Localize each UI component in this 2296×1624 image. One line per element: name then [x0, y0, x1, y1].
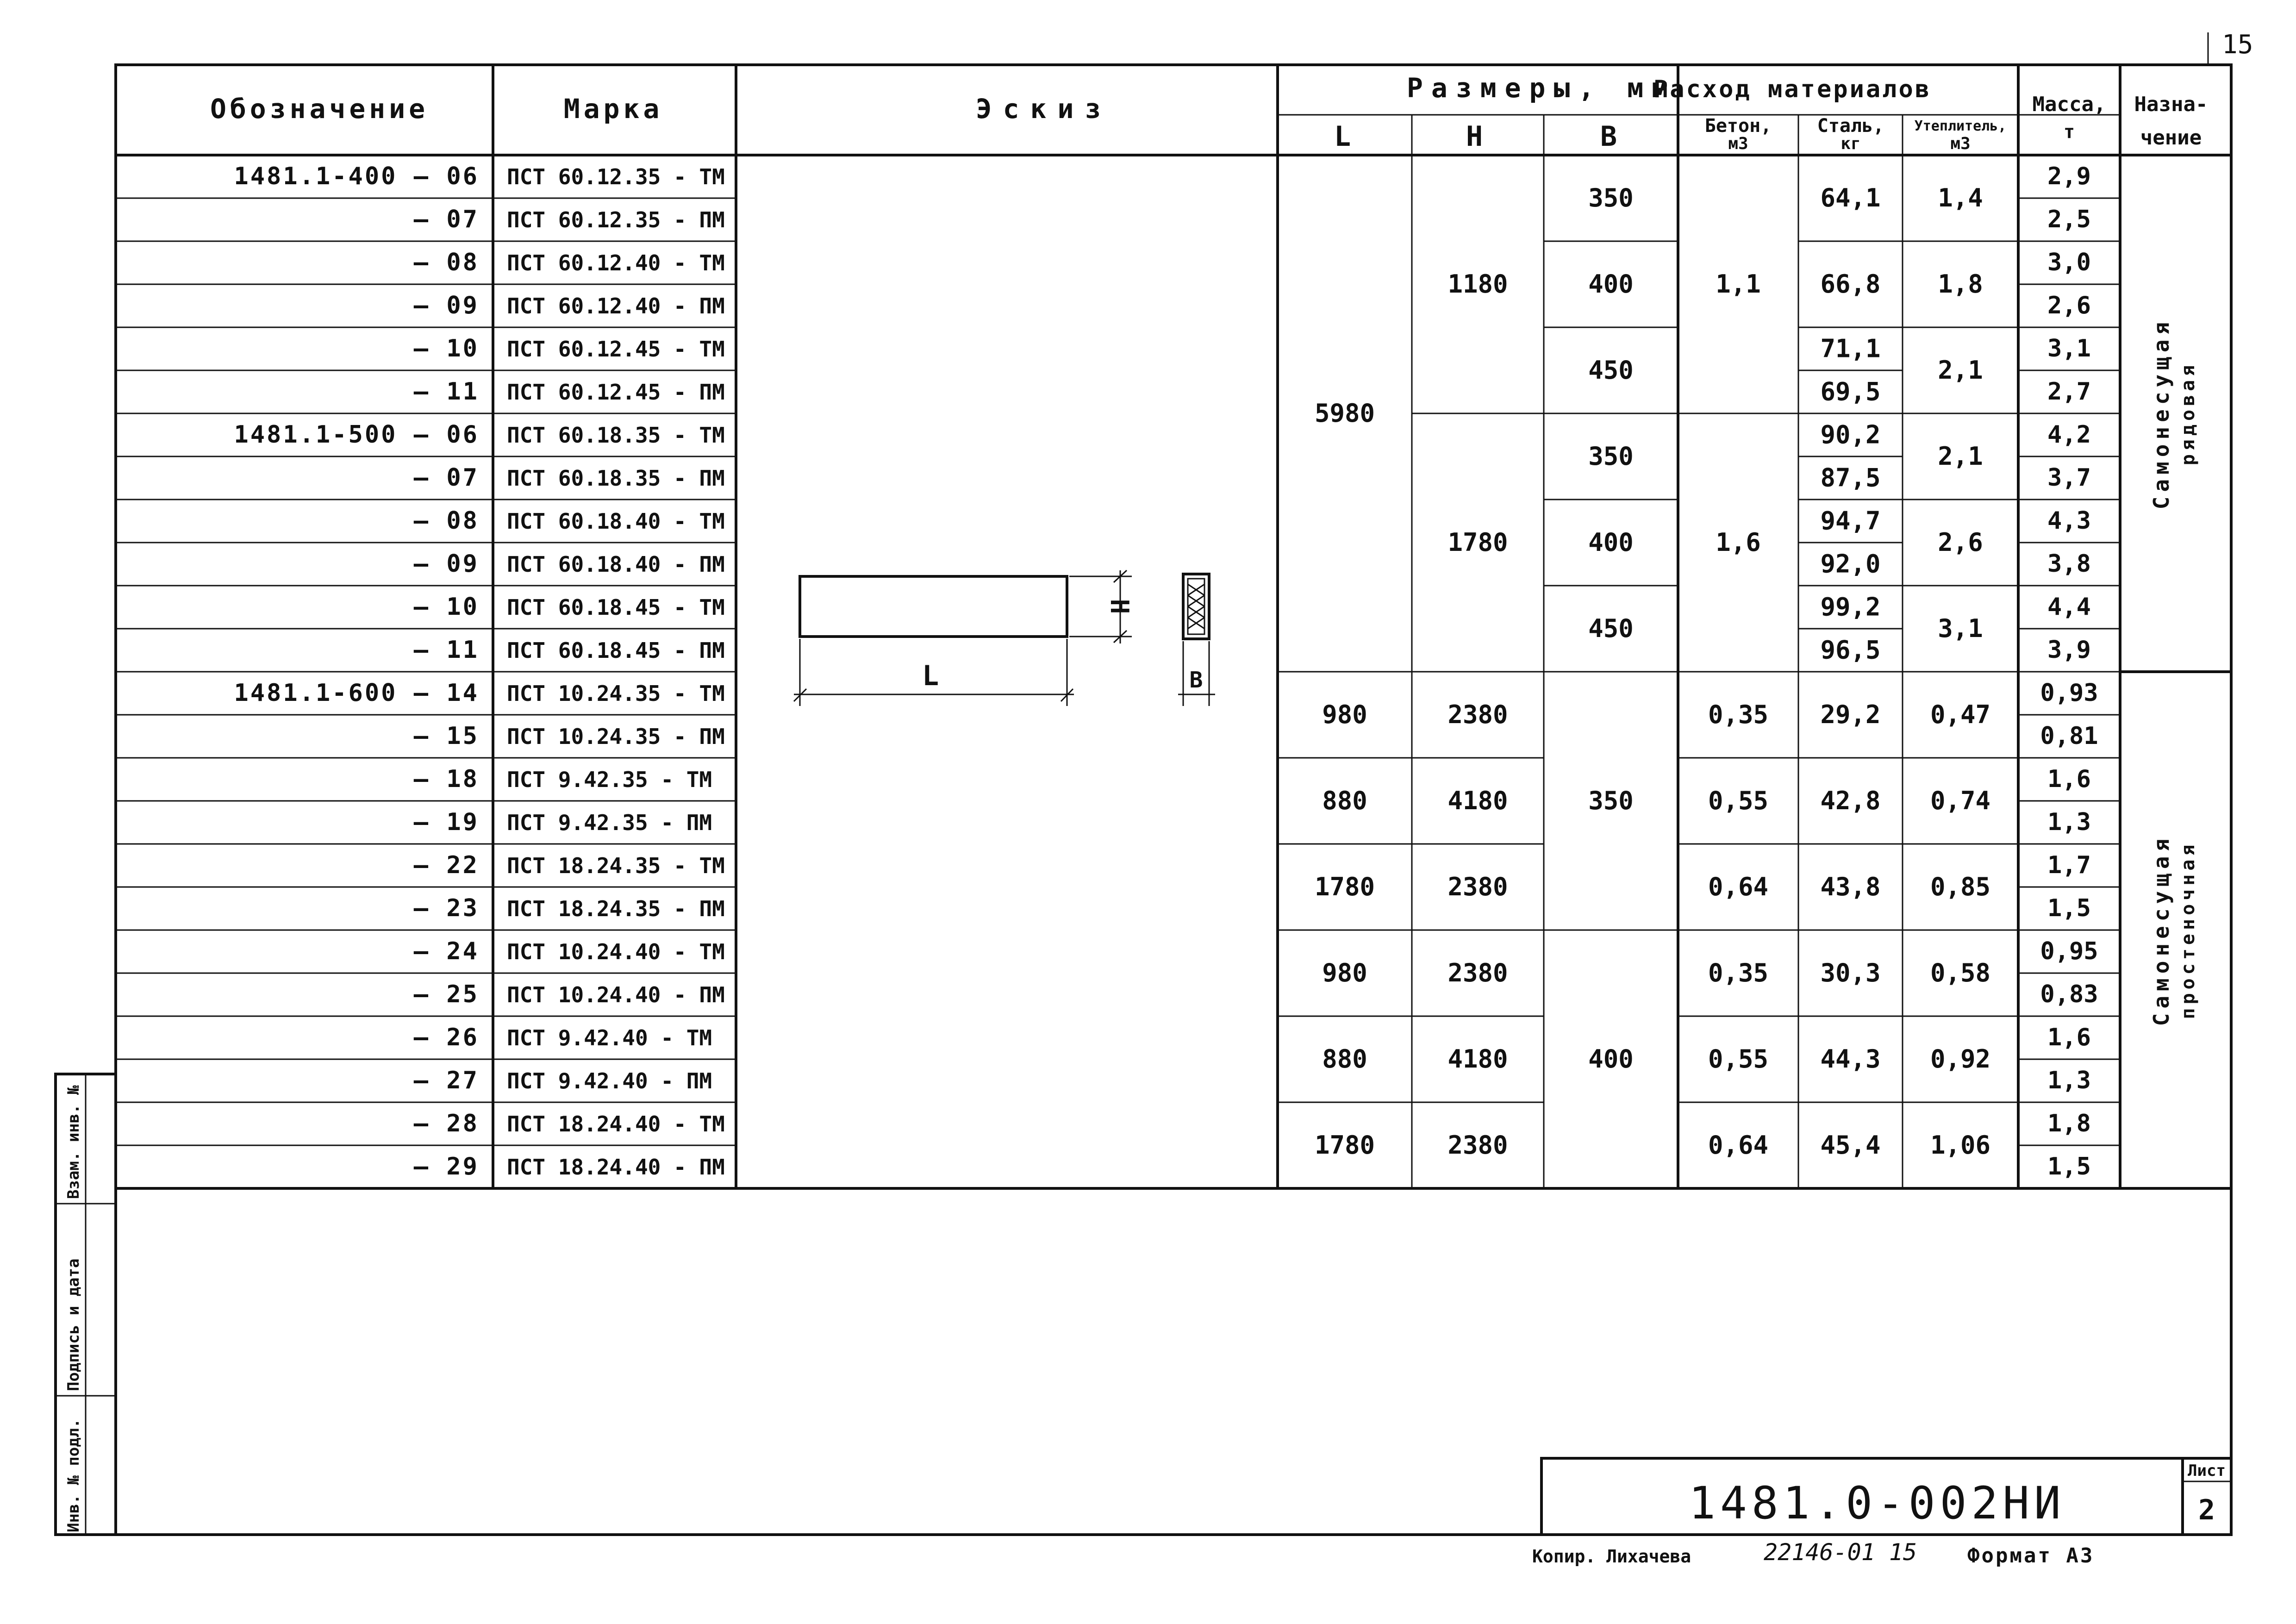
length-cell: 1780	[1314, 872, 1375, 901]
stamp-signature-date: Подпись и дата	[64, 1258, 83, 1391]
mass-cell: 3,1	[2047, 335, 2091, 363]
height-cell: 2380	[1447, 1131, 1508, 1160]
designation-cell: 1481.1-400 — 06	[234, 162, 479, 191]
mass-cell: 3,9	[2047, 636, 2091, 664]
mark-cell: ПСТ 10.24.35 - ПМ	[507, 724, 725, 750]
mass-cell: 1,5	[2047, 1153, 2091, 1181]
steel-cell: 30,3	[1820, 958, 1881, 987]
designation-cell: — 09	[413, 550, 479, 578]
footer	[1532, 1539, 2094, 1568]
designation-cell: — 09	[413, 292, 479, 320]
table-header	[210, 72, 2208, 153]
mark-cell: ПСТ 10.24.35 - ТМ	[507, 681, 725, 706]
designation-cell: — 27	[413, 1067, 479, 1095]
panel-section	[1183, 574, 1209, 639]
length-cell: 980	[1322, 958, 1367, 987]
designation-cell: — 08	[413, 249, 479, 277]
page-number: 15	[2222, 30, 2253, 60]
mark-cell: ПСТ 10.24.40 - ПМ	[507, 982, 725, 1008]
thickness-cell: 450	[1588, 614, 1634, 643]
mark-cell: ПСТ 60.12.35 - ПМ	[507, 207, 725, 233]
steel-cell: 69,5	[1820, 377, 1881, 406]
insulation-cell: 2,6	[1938, 528, 1983, 557]
thickness-cell: 350	[1588, 183, 1634, 212]
steel-cell: 92,0	[1820, 549, 1881, 579]
sketch-label-l: L	[922, 660, 939, 692]
insulation-cell: 1,8	[1938, 269, 1983, 299]
steel-cell: 66,8	[1820, 269, 1881, 299]
header-concrete-unit: м3	[1728, 134, 1748, 153]
mark-cell: ПСТ 60.18.45 - ПМ	[507, 638, 725, 663]
mark-cell: ПСТ 60.18.35 - ПМ	[507, 466, 725, 491]
thickness-cell: 400	[1588, 269, 1634, 299]
height-cell: 2380	[1447, 700, 1508, 729]
designation-cell: — 19	[413, 808, 479, 837]
header-dim-b: B	[1600, 120, 1617, 153]
thickness-cell: 350	[1588, 786, 1634, 815]
insulation-cell: 0,47	[1930, 700, 1991, 729]
thickness-cell: 400	[1588, 528, 1634, 557]
stamp-replaced-inventory: Взам. инв. №	[64, 1085, 83, 1199]
concrete-cell: 0,35	[1708, 700, 1769, 729]
length-cell: 1780	[1314, 1131, 1375, 1160]
mass-cell: 2,5	[2047, 206, 2091, 234]
mark-cell: ПСТ 60.12.45 - ТМ	[507, 337, 725, 362]
designation-cell: — 07	[413, 464, 479, 492]
steel-cell: 90,2	[1820, 420, 1881, 450]
mark-cell: ПСТ 9.42.40 - ПМ	[507, 1068, 712, 1094]
panel-elevation	[800, 576, 1067, 637]
mark-cell: ПСТ 60.18.35 - ТМ	[507, 423, 725, 448]
mark-cell: ПСТ 18.24.40 - ПМ	[507, 1155, 725, 1180]
mark-cell: ПСТ 10.24.40 - ТМ	[507, 939, 725, 965]
document-code: 1481.0-002НИ	[1689, 1477, 2065, 1529]
steel-cell: 45,4	[1820, 1131, 1881, 1160]
header-mass-unit: т	[2063, 121, 2075, 143]
mark-cell: ПСТ 60.18.40 - ТМ	[507, 509, 725, 534]
concrete-cell: 1,1	[1716, 269, 1761, 299]
insulation-cell: 0,74	[1930, 786, 1991, 815]
stamp-inventory-original: Инв. № подл.	[64, 1418, 83, 1532]
height-cell: 1780	[1447, 528, 1508, 557]
footer-order-number: 22146-01 15	[1764, 1539, 1917, 1566]
side-stamp	[56, 1074, 116, 1535]
designation-cell: — 25	[413, 981, 479, 1009]
mass-cell: 4,3	[2047, 507, 2091, 535]
purpose-text: Самонесущая	[2149, 317, 2174, 510]
designation-cell: — 18	[413, 765, 479, 793]
header-mass: Масса,	[2032, 93, 2106, 116]
mass-cell: 4,4	[2047, 593, 2091, 621]
insulation-cell: 3,1	[1938, 614, 1983, 643]
mass-cell: 1,6	[2047, 1024, 2091, 1052]
mark-cell: ПСТ 60.12.35 - ТМ	[507, 164, 725, 190]
footer-copied-by: Копир. Лихачева	[1532, 1546, 1691, 1567]
mark-cell: ПСТ 60.18.45 - ТМ	[507, 595, 725, 620]
sheet-label: Лист	[2188, 1462, 2226, 1480]
insulation-cell: 0,92	[1930, 1044, 1991, 1074]
length-cell: 980	[1322, 700, 1367, 729]
purpose-text: рядовая	[2177, 361, 2199, 466]
mass-cell: 1,3	[2047, 808, 2091, 837]
title-block	[1541, 1458, 2231, 1535]
header-dim-h: H	[1466, 120, 1483, 153]
header-materials: Расход материалов	[1653, 75, 1932, 103]
mark-cell: ПСТ 9.42.35 - ПМ	[507, 810, 712, 836]
steel-cell: 87,5	[1820, 463, 1881, 493]
mass-cell: 2,9	[2047, 162, 2091, 191]
sketch-label-b: B	[1189, 667, 1203, 693]
insulation-cell: 1,4	[1938, 183, 1983, 212]
designation-cell: — 24	[413, 937, 479, 966]
mass-cell: 0,95	[2040, 937, 2098, 966]
designation-cell: 1481.1-600 — 14	[234, 679, 479, 707]
height-cell: 2380	[1447, 872, 1508, 901]
steel-cell: 71,1	[1820, 334, 1881, 363]
header-steel-unit: кг	[1841, 134, 1861, 153]
mark-cell: ПСТ 60.18.40 - ПМ	[507, 552, 725, 577]
steel-cell: 64,1	[1820, 183, 1881, 212]
insulation-cell: 2,1	[1938, 356, 1983, 385]
mass-cell: 0,83	[2040, 981, 2098, 1009]
mass-cell: 1,7	[2047, 851, 2091, 880]
mark-cell: ПСТ 18.24.35 - ТМ	[507, 853, 725, 879]
mass-cell: 3,8	[2047, 550, 2091, 578]
header-insulation-unit: м3	[1950, 134, 1971, 153]
length-cell: 880	[1322, 1044, 1367, 1074]
mass-cell: 2,7	[2047, 378, 2091, 406]
designation-cell: — 07	[413, 206, 479, 234]
insulation-cell: 1,06	[1930, 1131, 1991, 1160]
height-cell: 1180	[1447, 269, 1508, 299]
steel-cell: 99,2	[1820, 592, 1881, 622]
header-steel: Сталь,	[1817, 115, 1884, 137]
steel-cell: 42,8	[1820, 786, 1881, 815]
mark-cell: ПСТ 9.42.40 - ТМ	[507, 1025, 712, 1051]
footer-format: Формат А3	[1967, 1544, 2095, 1568]
mass-cell: 3,0	[2047, 249, 2091, 277]
panel-section-core	[1188, 579, 1204, 634]
mark-cell: ПСТ 60.12.40 - ПМ	[507, 294, 725, 319]
sheet-number: 2	[2198, 1494, 2215, 1526]
designation-cell: — 08	[413, 507, 479, 535]
designation-cell: — 11	[413, 636, 479, 664]
designation-cell: — 29	[413, 1153, 479, 1181]
mark-cell: ПСТ 60.12.40 - ТМ	[507, 250, 725, 276]
header-insulation: Утеплитель,	[1914, 118, 2007, 134]
mass-cell: 4,2	[2047, 421, 2091, 449]
purpose-text: Самонесущая	[2149, 834, 2174, 1026]
concrete-cell: 0,35	[1708, 958, 1769, 987]
insulation-cell: 2,1	[1938, 442, 1983, 471]
mass-cell: 1,8	[2047, 1110, 2091, 1138]
height-cell: 4180	[1447, 786, 1508, 815]
header-purpose-1: Назна-	[2134, 93, 2208, 116]
designation-cell: — 10	[413, 335, 479, 363]
length-cell: 5980	[1314, 399, 1375, 428]
header-concrete: Бетон,	[1704, 115, 1772, 137]
mark-cell: ПСТ 9.42.35 - ТМ	[507, 767, 712, 793]
mark-cell: ПСТ 60.12.45 - ПМ	[507, 380, 725, 405]
thickness-cell: 400	[1588, 1044, 1634, 1074]
mass-cell: 1,5	[2047, 894, 2091, 923]
thickness-cell: 350	[1588, 442, 1634, 471]
outer-frame	[116, 65, 2231, 1535]
mark-cell: ПСТ 18.24.40 - ТМ	[507, 1112, 725, 1137]
mass-cell: 0,93	[2040, 679, 2098, 707]
header-dims: Размеры, мм	[1406, 72, 1677, 104]
designation-cell: 1481.1-500 — 06	[234, 421, 479, 449]
mass-cell: 0,81	[2040, 722, 2098, 750]
designation-cell: — 11	[413, 378, 479, 406]
steel-cell: 29,2	[1820, 700, 1881, 729]
purpose-text: простеночная	[2177, 841, 2199, 1019]
steel-cell: 43,8	[1820, 872, 1881, 901]
height-cell: 4180	[1447, 1044, 1508, 1074]
insulation-cell: 0,58	[1930, 958, 1991, 987]
designation-cell: — 28	[413, 1110, 479, 1138]
insulation-hatch	[1188, 584, 1204, 629]
concrete-cell: 1,6	[1716, 528, 1761, 557]
designation-cell: — 23	[413, 894, 479, 923]
concrete-cell: 0,55	[1708, 1044, 1769, 1074]
thickness-cell: 450	[1588, 356, 1634, 385]
insulation-cell: 0,85	[1930, 872, 1991, 901]
sketch-drawing	[794, 570, 1215, 706]
designation-cell: — 26	[413, 1024, 479, 1052]
designation-cell: — 10	[413, 593, 479, 621]
header-sketch: Эскиз	[975, 93, 1112, 125]
steel-cell: 44,3	[1820, 1044, 1881, 1074]
header-mark: Марка	[563, 93, 663, 125]
designation-cell: — 22	[413, 851, 479, 880]
length-cell: 880	[1322, 786, 1367, 815]
steel-cell: 96,5	[1820, 635, 1881, 665]
mass-cell: 3,7	[2047, 464, 2091, 492]
mass-cell: 1,3	[2047, 1067, 2091, 1095]
concrete-cell: 0,64	[1708, 872, 1769, 901]
header-designation: Обозначение	[210, 93, 429, 125]
steel-cell: 94,7	[1820, 506, 1881, 536]
designation-cell: — 15	[413, 722, 479, 750]
mass-cell: 2,6	[2047, 292, 2091, 320]
header-dim-l: L	[1334, 120, 1351, 153]
mass-cell: 1,6	[2047, 765, 2091, 793]
mark-cell: ПСТ 18.24.35 - ПМ	[507, 896, 725, 922]
height-cell: 2380	[1447, 958, 1508, 987]
concrete-cell: 0,55	[1708, 786, 1769, 815]
concrete-cell: 0,64	[1708, 1131, 1769, 1160]
sketch-label-h: H	[1105, 599, 1134, 614]
header-purpose-2: чение	[2140, 126, 2202, 150]
